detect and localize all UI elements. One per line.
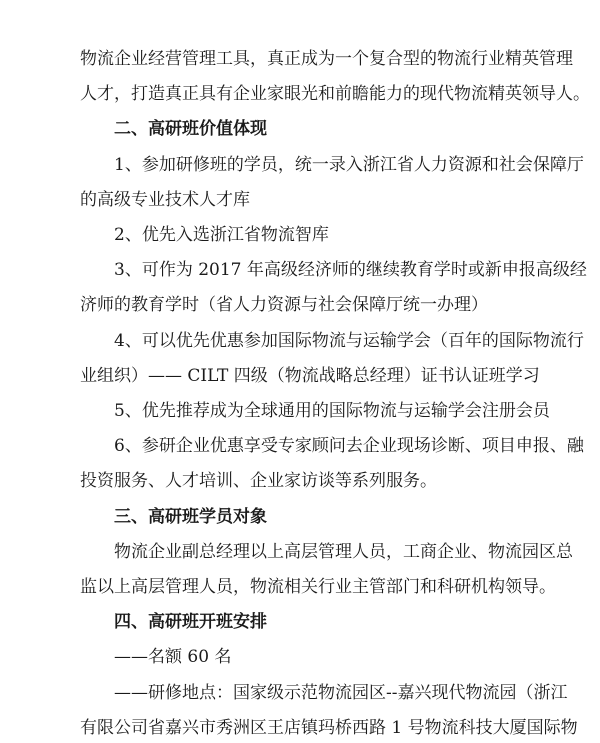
paragraph-line: 人才，打造真正具有企业家眼光和前瞻能力的现代物流精英领导人。 xyxy=(80,84,590,105)
paragraph-line: 5、优先推荐成为全球通用的国际物流与运输学会注册会员 xyxy=(114,401,550,421)
paragraph-line: 投资服务、人才培训、企业家访谈等系列服务。 xyxy=(80,471,437,492)
paragraph-line: ——研修地点：国家级示范物流园区--嘉兴现代物流园（浙江 xyxy=(114,682,568,703)
paragraph-line: 有限公司省嘉兴市秀洲区王店镇玛桥西路 1 号物流科技大厦国际物 xyxy=(80,717,578,738)
section-heading-value: 二、高研班价值体现 xyxy=(114,119,267,140)
paragraph-line: 2、优先入选浙江省物流智库 xyxy=(114,225,329,245)
paragraph-line: 业组织）—— CILT 四级（物流战略总经理）证书认证班学习 xyxy=(80,365,540,386)
paragraph-line: ——名额 60 名 xyxy=(114,647,232,668)
section-heading-audience: 三、高研班学员对象 xyxy=(114,506,267,527)
paragraph-line: 1、参加研修班的学员，统一录入浙江省人力资源和社会保障厅 xyxy=(114,154,584,175)
paragraph-line: 物流企业副总经理以上高层管理人员，工商企业、物流园区总 xyxy=(114,541,573,562)
paragraph-line: 物流企业经营管理工具，真正成为一个复合型的物流行业精英管理 xyxy=(80,49,573,69)
paragraph-line: 4、可以优先优惠参加国际物流与运输学会（百年的国际物流行 xyxy=(114,330,584,351)
paragraph-line: 6、参研企业优惠享受专家顾问去企业现场诊断、项目申报、融 xyxy=(114,436,584,457)
paragraph-line: 的高级专业技术人才库 xyxy=(80,189,250,210)
section-heading-schedule: 四、高研班开班安排 xyxy=(114,612,267,633)
paragraph-line: 3、可作为 2017 年高级经济师的继续教育学时或新申报高级经 xyxy=(114,260,587,281)
paragraph-line: 监以上高层管理人员，物流相关行业主管部门和科研机构领导。 xyxy=(80,577,556,597)
paragraph-line: 济师的教育学时（省人力资源与社会保障厅统一办理） xyxy=(80,295,488,316)
